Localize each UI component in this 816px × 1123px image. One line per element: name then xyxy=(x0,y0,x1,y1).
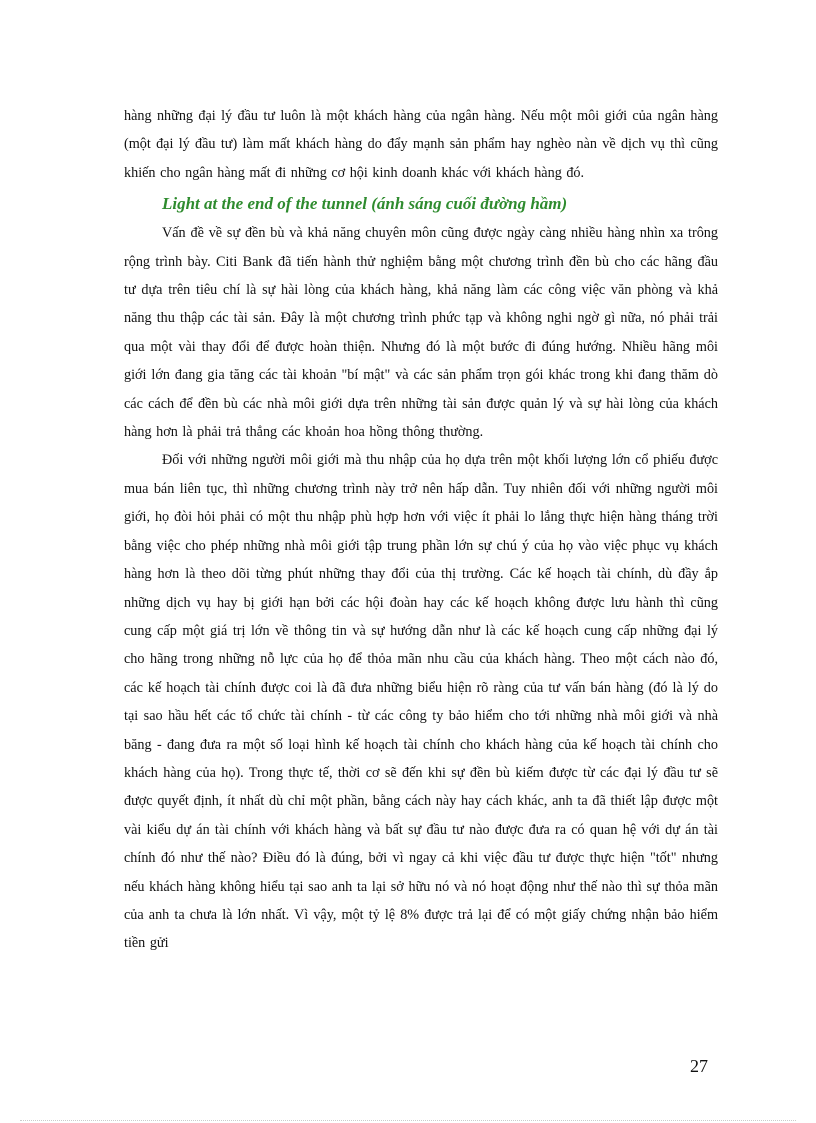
intro-paragraph: hàng những đại lý đầu tư luôn là một khách hàng của ngân hàng. Nếu một môi giới của ngân hàng (một đại lý đầu tư) làm mất khách hàng do đẩy mạnh sản phẩm hay nghèo nàn về dịch vụ thì cũng khiến cho ngân hàng mất đi những cơ hội kinh doanh khác với khách hàng đó. xyxy=(124,108,718,181)
body-paragraph-1: Vấn đề về sự đền bù và khả năng chuyên môn cũng được ngày càng nhiều hàng nhìn xa trông rộng trình bày. Citi Bank đã tiến hành thử nghiệm bằng một chương trình đền bù cho các hãng đầu tư dựa trên tiêu chí là sự hài lòng của khách hàng, khả năng làm các công việc văn phòng và khả năng thu thập các tài sản. Đây là một chương trình phức tạp và không nghi ngờ gì nữa, nó phải trải qua một vài thay đổi để được hoàn thiện. Nhưng đó là một bước đi đúng hướng. Nhiều hãng môi giới lớn đang gia tăng các tài khoản "bí mật" và các sản phẩm trọn gói khác trong khi đang thăm dò các cách để đền bù các nhà môi giới dựa trên những tài sản được quản lý và sự hài lòng của khách hàng hơn là phải trả thẳng các khoản hoa hồng thông thường. xyxy=(124,225,718,441)
document-page xyxy=(124,102,718,958)
body-paragraph-2: Đối với những người môi giới mà thu nhập của họ dựa trên một khối lượng lớn cổ phiếu được mua bán liên tục, thì những chương trình này trở nên hấp dẫn. Tuy nhiên đối với những người môi giới, họ đòi hỏi phải có một thu nhập phù hợp hơn với việc ít phải lo lắng thực hiện hàng tháng trời bằng việc cho phép những nhà môi giới tập trung phần lớn sự chú ý của họ vào việc phục vụ khách hàng hơn là theo dõi từng phút những thay đổi của thị trường. Các kế hoạch tài chính, dù đầy ắp những dịch vụ hay bị giới hạn bởi các hội đoàn hay các kế hoạch không được lưu hành thì cũng cung cấp một giá trị lớn về thông tin và sự hướng dẫn như là các kế hoạch cung cấp những đại lý cho hãng trong những nỗ lực của họ để thỏa mãn nhu cầu của khách hàng. Theo một cách nào đó, các kế hoạch tài chính được coi là đã đưa những biểu hiện rõ ràng của tư vấn bán hàng (đó là lý do tại sao hầu hết các tổ chức tài chính - từ các công ty bảo hiểm cho tới những nhà môi giới và nhà băng - đang đưa ra một số loại hình kế hoạch tài chính cho khách hàng của kế hoạch tài chính cho khách hàng của họ). Trong thực tế, thời cơ sẽ đến khi sự đền bù kiếm được từ các đại lý đầu tư sẽ được quyết định, ít nhất dù chỉ một phần, bằng cách này hay cách khác, anh ta đã thiết lập được một vài kiểu dự án tài chính với khách hàng và bất sự đầu tư nào được đưa ra có quan hệ với dự án tài chính đó như thế nào? Điều đó là đúng, bởi vì ngay cả khi việc đầu tư được thực hiện "tốt" nhưng nếu khách hàng không hiểu tại sao anh ta lại sở hữu nó và nó hoạt động như thế nào thì sự thỏa mãn của anh ta chưa là lớn nhất. Vì vậy, một tỷ lệ 8% được trả lại để có một giấy chứng nhận bảo hiểm tiền gửi xyxy=(124,452,718,952)
section-heading: Light at the end of the tunnel (ánh sáng cuối đường hầm) xyxy=(162,194,568,214)
page-footer-divider xyxy=(20,1120,796,1121)
page-number: 27 xyxy=(690,1056,708,1076)
